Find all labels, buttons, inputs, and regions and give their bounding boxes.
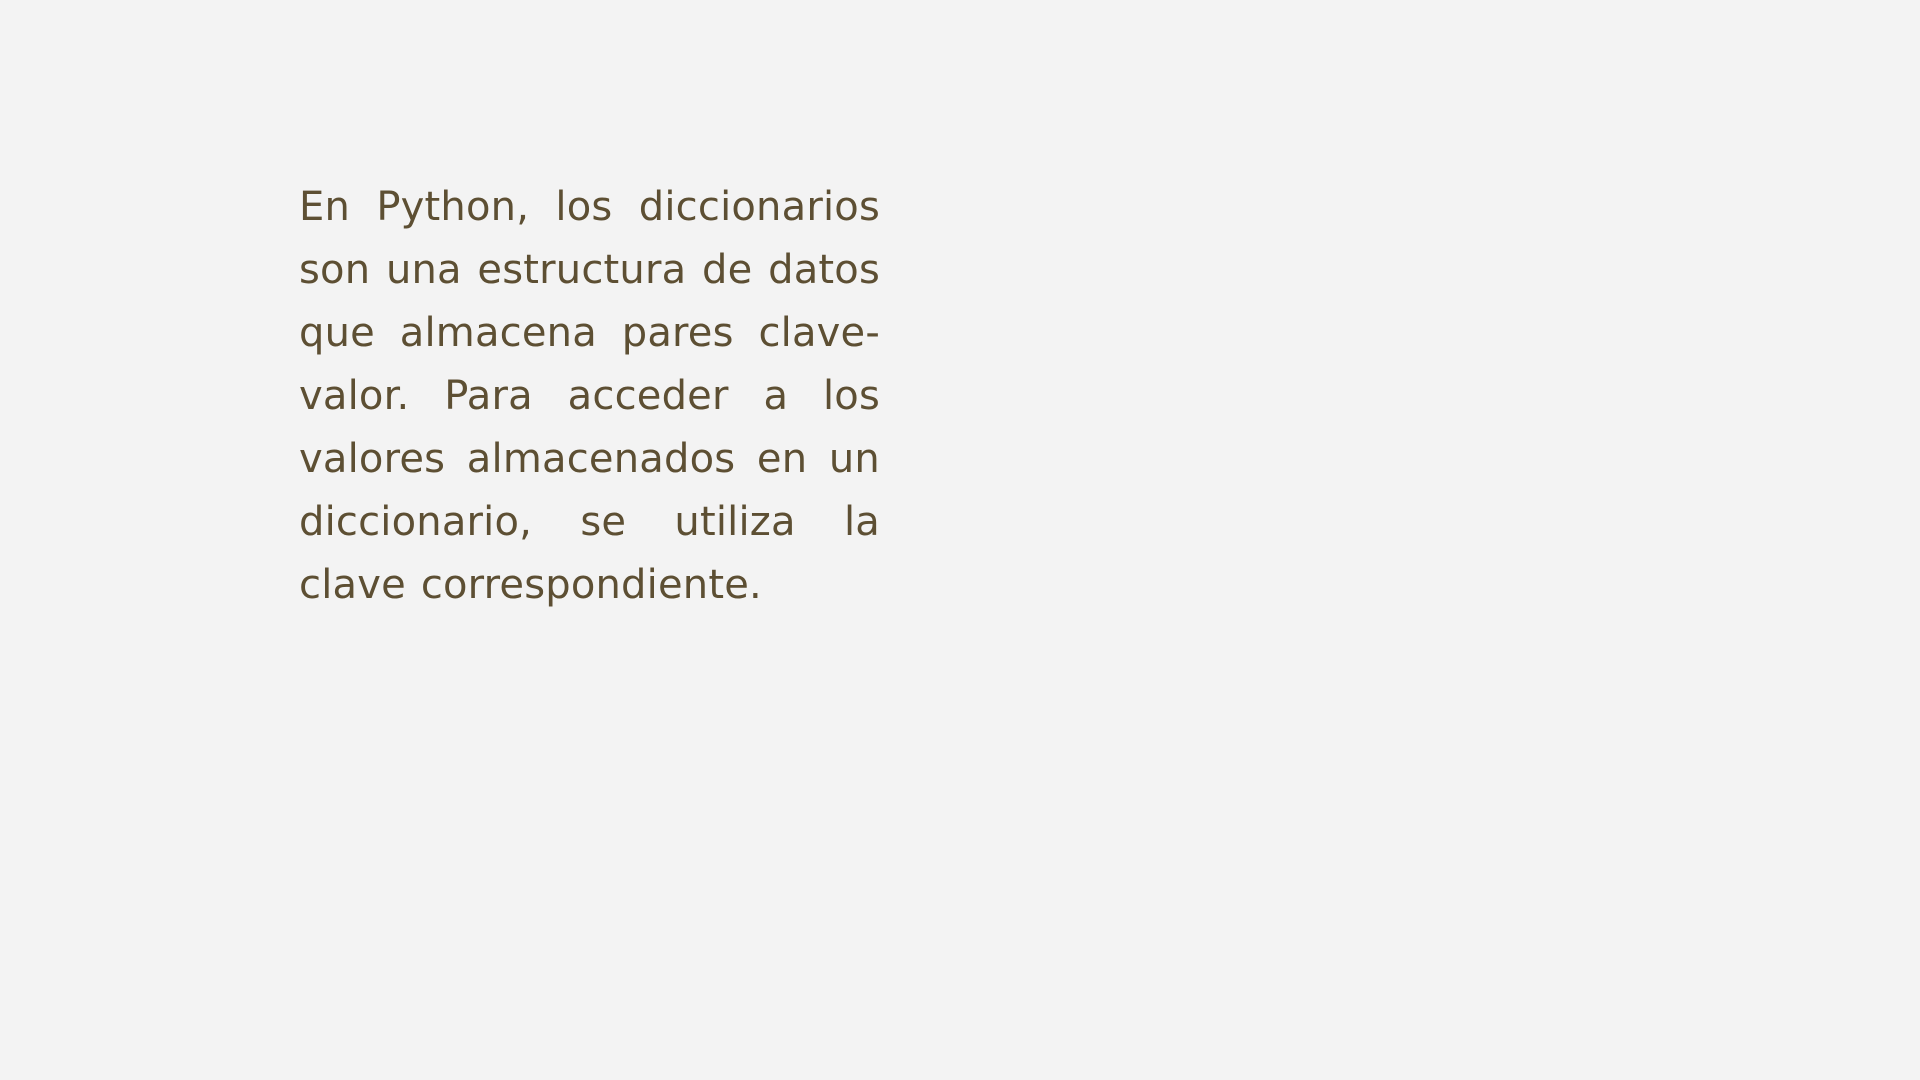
- body-paragraph: En Python, los diccionarios son una estructura de datos que almacena pares clave-valor. Para acceder a los valores almacenados en un diccionario, se utiliza la clave correspondiente.: [299, 184, 880, 608]
